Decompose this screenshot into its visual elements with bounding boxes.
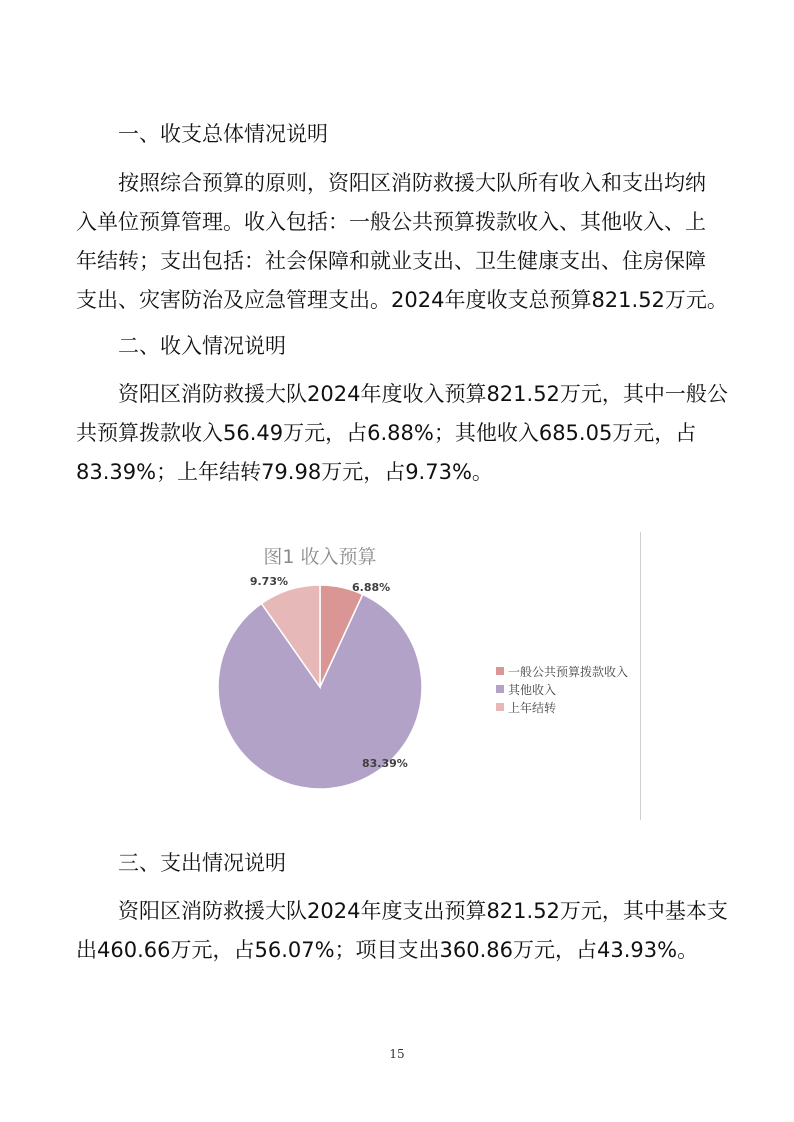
page-number: 15	[389, 1047, 405, 1061]
section2-line-2: 共预算拨款收入56.49万元，占6.88%；其他收入685.05万元，占	[76, 421, 697, 445]
section1-line-1: 按照综合预算的原则，资阳区消防救援大队所有收入和支出均纳	[118, 171, 706, 195]
legend-label: 一般公共预算拨款收入	[508, 664, 629, 679]
section3-heading: 三、支出情况说明	[118, 851, 286, 875]
legend-item	[496, 698, 628, 716]
data-label-0: 6.88%	[352, 581, 391, 594]
chart-title: 图1 收入预算	[263, 546, 377, 568]
section1-heading: 一、收支总体情况说明	[118, 122, 328, 146]
section2-heading: 二、收入情况说明	[118, 334, 286, 358]
section2-line-1: 资阳区消防救援大队2024年度收入预算821.52万元，其中一般公	[118, 382, 728, 406]
data-label-2: 9.73%	[249, 575, 288, 588]
section1-line-3: 年结转；支出包括：社会保障和就业支出、卫生健康支出、住房保障	[76, 249, 706, 273]
chart-legend	[496, 662, 628, 716]
section1-line-4: 支出、灾害防治及应急管理支出。2024年度收支总预算821.52万元。	[76, 288, 728, 312]
legend-item	[496, 662, 628, 680]
legend-swatch	[496, 685, 504, 693]
legend-swatch	[496, 667, 504, 675]
section2-line-3: 83.39%；上年结转79.98万元，占9.73%。	[76, 460, 493, 484]
section1-line-2: 入单位预算管理。收入包括：一般公共预算拨款收入、其他收入、上	[76, 210, 706, 234]
legend-label: 上年结转	[508, 700, 557, 715]
legend-item	[496, 680, 628, 698]
chart-divider	[640, 532, 641, 820]
section3-line-2: 出460.66万元，占56.07%；项目支出360.86万元，占43.93%。	[76, 938, 699, 962]
legend-swatch	[496, 703, 504, 711]
section3-line-1: 资阳区消防救援大队2024年度支出预算821.52万元，其中基本支	[118, 899, 728, 923]
data-label-1: 83.39%	[362, 757, 408, 770]
legend-label: 其他收入	[508, 682, 557, 697]
